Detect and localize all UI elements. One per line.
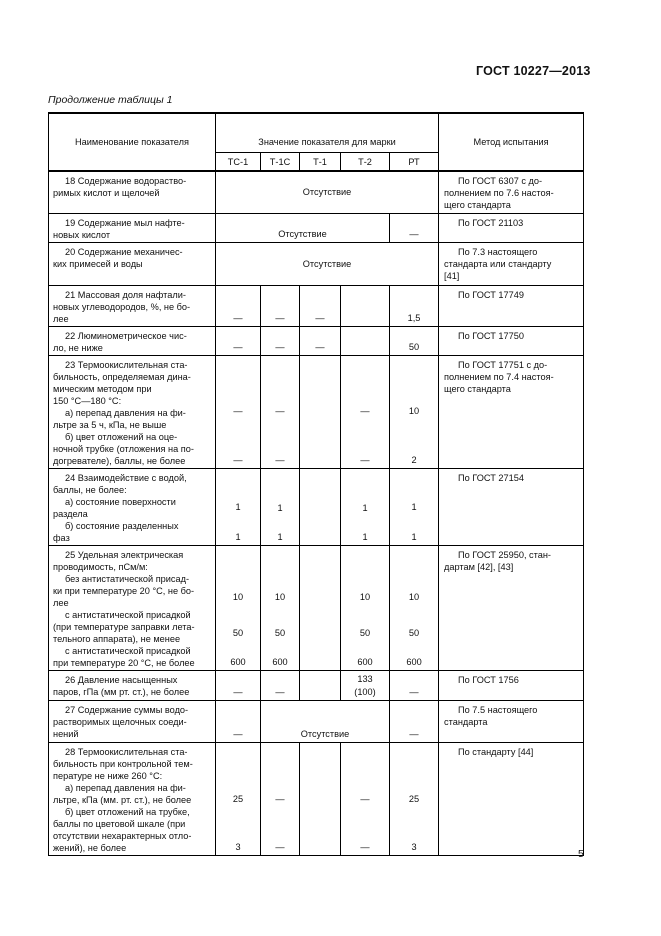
row-26-value-rt: — [390,670,439,700]
row-18-method: По ГОСТ 6307 с до- полнением по 7.6 настоя- щего стандарта [439,171,584,213]
header-method: Метод испытания [439,113,584,171]
row-23-value-rt: 10 2 [390,355,439,468]
row-27-value-tc1: — [216,700,261,742]
row-23-value-t1c: — — [261,355,300,468]
row-26-value-t2: 133 (100) [341,670,390,700]
table-row-22 [49,326,584,355]
header-grade-tc1: ТС-1 [216,153,261,172]
row-23-value-t2: — — [341,355,390,468]
row-26-value-tc1: — [216,670,261,700]
row-22-value-t1: — [300,326,341,355]
row-28-method: По стандарту [44] [439,742,584,855]
row-24-value-t1c: 1 1 [261,468,300,545]
table-row-21 [49,285,584,326]
table-row-23 [49,355,584,468]
table-row-20 [49,242,584,285]
header-grade-t2: Т-2 [341,153,390,172]
row-23-name: 23 Термоокислительная ста- бильность, определяемая дина- мическим методом при 150 °С—180 °С: а) перепад давления на фи- льтре за 5 ч, кПа, не выше б) цвет отложений на оце- ночной трубке (отложения на по- догревателе), баллы, не более [49,355,216,468]
header-name: Наименование показателя [49,113,216,171]
row-19-value-rt: — [390,213,439,242]
row-20-name: 20 Содержание механичес- ких примесей и воды [49,242,216,285]
row-28-value-t1 [300,742,341,855]
table-row-26 [49,670,584,700]
row-19-value: Отсутствие [216,213,390,242]
row-21-value-t1c: — [261,285,300,326]
table-row-18 [49,171,584,213]
row-25-name: 25 Удельная электрическая проводимость, пСм/м: без антистатической присад- ки при температуре 20 °С, не бо- лее с антистатической присадкой (при температуре заправки лета- тельного аппарата), не менее с антистатической присадкой при температуре 20 °С, не более [49,545,216,670]
row-21-name: 21 Массовая доля нафтали- новых углеводородов, %, не бо- лее [49,285,216,326]
row-28-name: 28 Термоокислительная ста- бильность при контрольной тем- пературе не ниже 260 °С: а) перепад давления на фи- льтре, кПа (мм. рт. ст.), не более б) цвет отложений на трубке, баллы по цветовой шкале (при отсутствии нехарактерных отло- жений), не более [49,742,216,855]
row-27-value-rt: — [390,700,439,742]
table-row-27 [49,700,584,742]
row-20-method: По 7.3 настоящего стандарта или стандарту [41] [439,242,584,285]
row-21-method: По ГОСТ 17749 [439,285,584,326]
row-25-value-t1c: 10 50 600 [261,545,300,670]
row-18-name: 18 Содержание водораство- римых кислот и щелочей [49,171,216,213]
table-row-19 [49,213,584,242]
row-27-name: 27 Содержание суммы водо- растворимых щелочных соеди- нений [49,700,216,742]
row-22-value-rt: 50 [390,326,439,355]
row-24-value-rt: 1 1 [390,468,439,545]
row-22-method: По ГОСТ 17750 [439,326,584,355]
row-28-value-tc1: 25 3 [216,742,261,855]
row-24-value-tc1: 1 1 [216,468,261,545]
row-25-method: По ГОСТ 25950, стан- дартам [42], [43] [439,545,584,670]
row-18-value: Отсутствие [216,171,439,213]
row-26-value-t1 [300,670,341,700]
row-25-value-t2: 10 50 600 [341,545,390,670]
table-caption: Продолжение таблицы 1 [48,94,173,106]
row-23-value-t1 [300,355,341,468]
table-row-28 [49,742,584,855]
row-23-value-tc1: — — [216,355,261,468]
row-26-method: По ГОСТ 1756 [439,670,584,700]
row-22-value-t1c: — [261,326,300,355]
row-22-name: 22 Люминометрическое чис- ло, не ниже [49,326,216,355]
row-28-value-t1c: — — [261,742,300,855]
table-row-24 [49,468,584,545]
row-23-method: По ГОСТ 17751 с до- полнением по 7.4 настоя- щего стандарта [439,355,584,468]
row-24-name: 24 Взаимодействие с водой, баллы, не более: а) состояние поверхности раздела б) состояние разделенных фаз [49,468,216,545]
document-code: ГОСТ 10227—2013 [476,64,591,78]
row-24-value-t2: 1 1 [341,468,390,545]
header-grade-rt: РТ [390,153,439,172]
row-22-value-tc1: — [216,326,261,355]
row-28-value-rt: 25 3 [390,742,439,855]
row-27-value-mid: Отсутствие [261,700,390,742]
row-24-method: По ГОСТ 27154 [439,468,584,545]
row-21-value-t1: — [300,285,341,326]
header-grade-t1c: Т-1С [261,153,300,172]
row-20-value: Отсутствие [216,242,439,285]
row-19-method: По ГОСТ 21103 [439,213,584,242]
row-25-value-rt: 10 50 600 [390,545,439,670]
row-27-method: По 7.5 настоящего стандарта [439,700,584,742]
row-19-name: 19 Содержание мыл нафте- новых кислот [49,213,216,242]
row-24-value-t1 [300,468,341,545]
row-28-value-t2: — — [341,742,390,855]
row-26-name: 26 Давление насыщенных паров, гПа (мм рт. ст.), не более [49,670,216,700]
specification-table [48,112,584,856]
row-22-value-t2 [341,326,390,355]
header-grade-t1: Т-1 [300,153,341,172]
row-26-value-t1c: — [261,670,300,700]
row-21-value-tc1: — [216,285,261,326]
row-21-value-t2 [341,285,390,326]
table-row-25 [49,545,584,670]
row-21-value-rt: 1,5 [390,285,439,326]
page-number: 5 [578,848,584,860]
row-25-value-t1 [300,545,341,670]
row-25-value-tc1: 10 50 600 [216,545,261,670]
header-value-group: Значение показателя для марки [216,113,439,153]
